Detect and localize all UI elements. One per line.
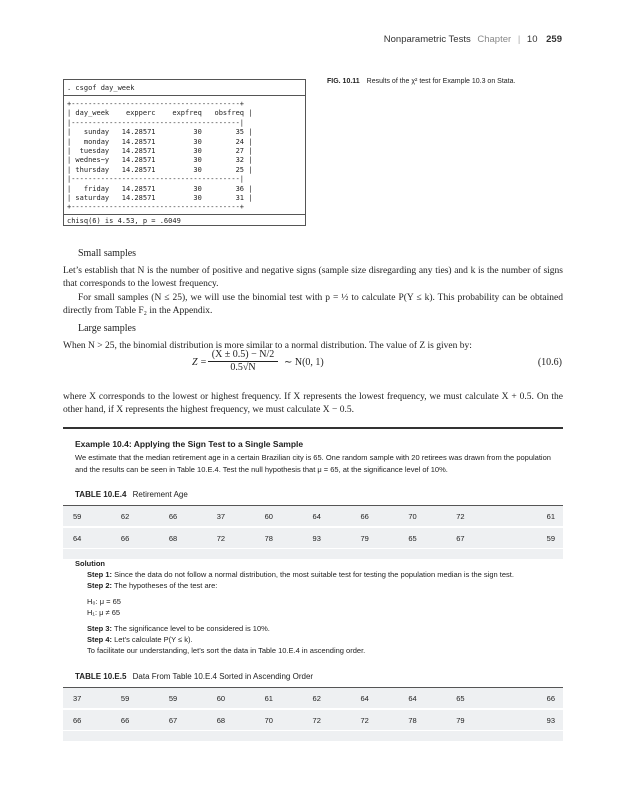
solution-step-3: [75, 623, 514, 634]
hypothesis-h0: H₀: μ = 65: [87, 597, 121, 606]
table-cell: 59: [63, 506, 111, 528]
large-samples-heading: Large samples: [78, 323, 136, 334]
table-cell: 66: [111, 527, 159, 548]
solution-step-1: [75, 569, 514, 580]
equation-fraction: [208, 349, 278, 373]
table-cell: 59: [111, 688, 159, 710]
table-cell: 64: [63, 527, 111, 548]
table-cell: 37: [63, 688, 111, 710]
step-4-text: Let’s calculate P(Y ≤ k).: [114, 635, 193, 644]
equation-denominator: 0.5√N: [230, 362, 256, 373]
table-cell: 72: [207, 527, 255, 548]
stata-results-table: +----------------------------------------+ | day_week expperc expfreq obsfreq | |----------------------------------------| | sunday 14.28571 30 35 | | monday 14.28571 30 24 | | tuesday 14.28571 30 27 | | wednes~y 14.28571 30 32 | | thursday 14.28571 30 25 | |----------------------------------------| | friday 14.28571 30 36 | | saturday 14.28571 30 31 | +----------------------------------------+: [67, 100, 253, 212]
table-cell: 66: [159, 506, 207, 528]
solution-block: [75, 558, 514, 656]
table-row: [63, 527, 563, 548]
stata-output-box: [63, 79, 306, 226]
table-cell: 62: [111, 506, 159, 528]
equation-rhs: ∼ N(0, 1): [284, 357, 324, 368]
step-2-label: Step 2:: [87, 581, 113, 590]
table-cell: 67: [446, 527, 494, 548]
table-10e5: [63, 687, 563, 730]
table-cell: 67: [159, 709, 207, 730]
table-cell: 66: [63, 709, 111, 730]
equation-number: (10.6): [537, 357, 562, 368]
example-top-rule: [63, 427, 563, 429]
table-10e4-caption: Retirement Age: [132, 490, 188, 499]
table-10e5-footer-band: [63, 731, 563, 741]
table-cell: 59: [159, 688, 207, 710]
header-title: Nonparametric Tests: [383, 34, 471, 45]
example-title: Example 10.4: Applying the Sign Test to a Single Sample: [75, 439, 304, 449]
table-10e4-label: TABLE 10.E.4: [75, 490, 127, 499]
table-cell: 66: [350, 506, 398, 528]
step-3-label: Step 3:: [87, 624, 113, 633]
table-cell: 64: [398, 688, 446, 710]
small-samples-heading: Small samples: [78, 248, 137, 259]
table-cell: 72: [303, 709, 351, 730]
table-cell: 65: [446, 688, 494, 710]
table-10e5-label: TABLE 10.E.5: [75, 672, 127, 681]
table-cell: 70: [398, 506, 446, 528]
equation-10-6: [192, 349, 562, 381]
table-cell: 68: [159, 527, 207, 548]
step-3-text: The significance level to be considered is 10%.: [113, 624, 270, 633]
running-header: [384, 34, 562, 45]
table-cell: 78: [398, 709, 446, 730]
table-cell: 37: [207, 506, 255, 528]
table-cell: 93: [494, 709, 563, 730]
table-10e5-title: [75, 672, 313, 681]
table-cell: 68: [207, 709, 255, 730]
table-cell: 66: [494, 688, 563, 710]
table-cell: 79: [350, 527, 398, 548]
table-cell: 61: [494, 506, 563, 528]
table-row: [63, 709, 563, 730]
table-cell: 65: [398, 527, 446, 548]
solution-note: To facilitate our understanding, let’s sort the data in Table 10.E.4 in ascending order.: [87, 646, 366, 655]
solution-step-2: [75, 580, 514, 591]
equation-numerator: (X ± 0.5) − N/2: [208, 349, 278, 362]
table-row: [63, 506, 563, 528]
figure-caption-text: Results of the χ² test for Example 10.3 on Stata.: [366, 78, 516, 85]
solution-step-4: [75, 634, 514, 645]
table-cell: 93: [303, 527, 351, 548]
table-10e5-caption: Data From Table 10.E.4 Sorted in Ascending Order: [132, 672, 314, 681]
example-text: We estimate that the median retirement age in a certain Brazilian city is 65. One random sample with 20 retirees was drawn from the population and the results can be seen in Table 10.E.4. Test the null hypothesis that μ = 65, at the significance level of 10%.: [75, 453, 551, 474]
table-cell: 60: [207, 688, 255, 710]
step-1-text: Since the data do not follow a normal distribution, the most suitable test for testing the population median is the sign test.: [114, 570, 514, 579]
table-cell: 60: [255, 506, 303, 528]
figure-label: FIG. 10.11: [327, 78, 360, 85]
step-1-label: Step 1:: [87, 570, 113, 579]
header-separator: |: [517, 34, 521, 45]
table-10e4: [63, 505, 563, 548]
stata-bottom-divider: [64, 214, 305, 215]
step-2-text: The hypotheses of the test are:: [113, 581, 218, 590]
table-cell: 64: [303, 506, 351, 528]
table-cell: 70: [255, 709, 303, 730]
table-cell: 72: [350, 709, 398, 730]
step-4-label: Step 4:: [87, 635, 113, 644]
header-chapter-number: 10: [526, 34, 538, 45]
stata-chisq-result: chisq(6) is 4.53, p = .6049: [67, 217, 181, 225]
large-samples-paragraph: When N > 25, the binomial distribution is more similar to a normal distribution. The value of Z is given by:: [63, 341, 472, 351]
solution-heading: Solution: [75, 559, 105, 568]
table-cell: 78: [255, 527, 303, 548]
header-chapter: Chapter: [477, 34, 512, 45]
table-cell: 61: [255, 688, 303, 710]
stata-top-divider: [64, 95, 305, 96]
table-cell: 62: [303, 688, 351, 710]
figure-caption: [327, 78, 515, 85]
table-cell: 59: [494, 527, 563, 548]
after-equation-paragraph: where X corresponds to the lowest or highest frequency. If X represents the lowest frequency, we must calculate X + 0.5. On the other hand, if X represents the highest frequency, we must calculate X − 0.5.: [63, 392, 563, 415]
small-samples-paragraph-1: Let’s establish that N is the number of positive and negative signs (sample size disregarding any ties) and k is the number of signs that corresponds to the lowest frequency.: [63, 266, 563, 289]
table-row: [63, 688, 563, 710]
stata-command: . csgof day_week: [67, 84, 135, 92]
table-cell: 72: [446, 506, 494, 528]
table-cell: 79: [446, 709, 494, 730]
small-samples-paragraph-2: For small samples (N ≤ 25), we will use the binomial test with p = ½ to calculate P(Y ≤ k). This probability can be obtained directly from Table F₂ in the Appendix.: [63, 293, 563, 316]
page-number: 259: [546, 34, 562, 45]
table-cell: 66: [111, 709, 159, 730]
equation-lhs: Z =: [192, 357, 207, 368]
table-cell: 64: [350, 688, 398, 710]
table-10e4-title: [75, 490, 188, 499]
hypothesis-h1: H₁: μ ≠ 65: [87, 608, 121, 617]
